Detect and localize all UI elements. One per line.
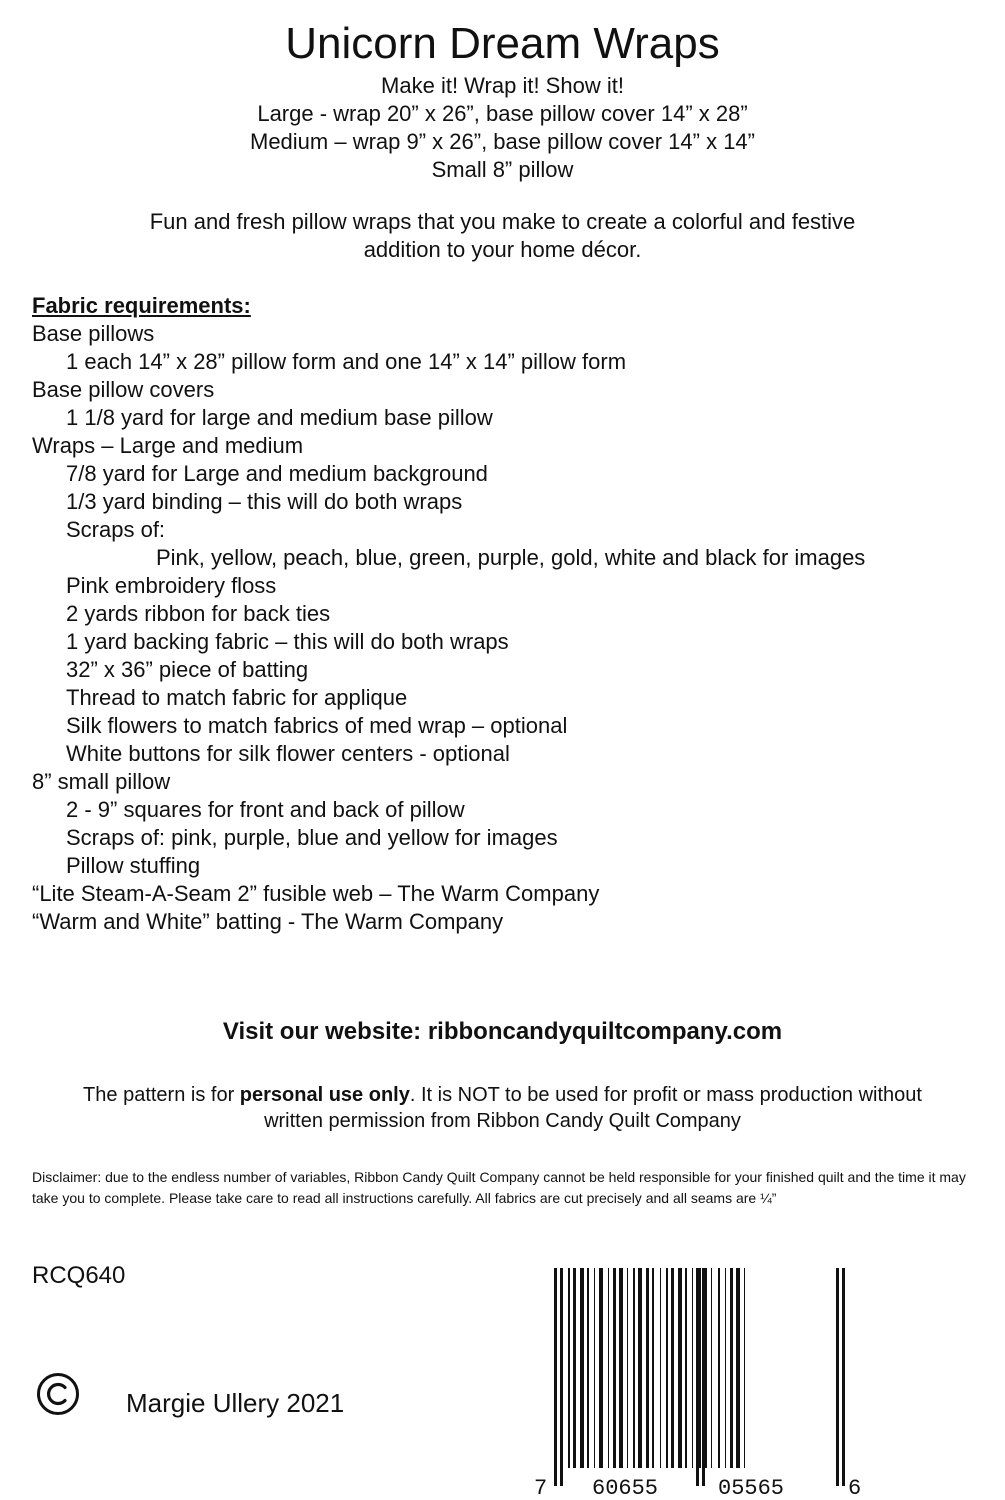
barcode-digits-left: 60655 — [592, 1476, 659, 1500]
usage-prefix: The pattern is for — [83, 1084, 240, 1106]
list-item: Base pillows — [32, 321, 155, 346]
disclaimer: Disclaimer: due to the endless number of variables, Ribbon Candy Quilt Company cannot be held responsible for your finished quilt and the time it may take you to complete. Please take care to read all instructions carefully. All fabrics are cut precisely and all seams are ¼” — [32, 1169, 966, 1206]
barcode-bar — [660, 1268, 661, 1468]
barcode-bar — [646, 1268, 649, 1468]
author-copyright: Margie Ullery 2021 — [126, 1388, 345, 1418]
list-item: White buttons for silk flower centers - optional — [66, 741, 510, 766]
barcode-bar — [619, 1268, 623, 1468]
list-item: 1 1/8 yard for large and medium base pillow — [66, 405, 493, 430]
list-item: “Lite Steam-A-Seam 2” fusible web – The Warm Company — [32, 881, 600, 906]
barcode-guard-bar — [560, 1268, 563, 1486]
barcode-digits-right: 05565 — [718, 1476, 785, 1500]
requirements-heading: Fabric requirements: — [32, 293, 251, 318]
barcode-bars — [554, 1268, 845, 1486]
list-item: 2 - 9” squares for front and back of pillow — [66, 797, 465, 822]
copyright-icon — [36, 1372, 80, 1416]
list-item: Silk flowers to match fabrics of med wrap – optional — [66, 713, 568, 738]
barcode-bar — [587, 1268, 589, 1468]
usage-bold: personal use only — [239, 1084, 410, 1106]
barcode-bar — [692, 1268, 693, 1468]
list-item: 1 yard backing fabric – this will do both wraps — [66, 629, 509, 654]
list-item: Scraps of: — [66, 517, 166, 542]
barcode-bar — [730, 1268, 733, 1468]
list-item: Thread to match fabric for applique — [66, 685, 408, 710]
size-medium: Medium – wrap 9” x 26”, base pillow cover 14” x 14” — [250, 129, 755, 154]
size-small: Small 8” pillow — [431, 157, 574, 182]
list-item: 1/3 yard binding – this will do both wraps — [66, 489, 463, 514]
barcode — [530, 1262, 870, 1500]
list-item: Scraps of: pink, purple, blue and yellow for images — [66, 825, 558, 850]
barcode-bar — [666, 1268, 668, 1468]
barcode-bar — [594, 1268, 595, 1468]
list-item: 1 each 14” x 28” pillow form and one 14” x 14” pillow form — [66, 349, 627, 374]
list-item: Wraps – Large and medium — [32, 433, 304, 458]
barcode-bar — [613, 1268, 616, 1468]
barcode-digit-last: 6 — [848, 1476, 862, 1500]
barcode-bar — [599, 1268, 603, 1468]
barcode-guard-bar — [836, 1268, 839, 1486]
list-item: 2 yards ribbon for back ties — [66, 601, 331, 626]
list-item: 32” x 36” piece of batting — [66, 657, 309, 682]
barcode-bar — [580, 1268, 584, 1468]
list-item: Pink embroidery floss — [66, 573, 277, 598]
barcode-bar — [678, 1268, 682, 1468]
page-title: Unicorn Dream Wraps — [285, 19, 720, 68]
list-item: “Warm and White” batting - The Warm Company — [32, 909, 504, 934]
website-text: Visit our website: ribboncandyquiltcompany.com — [222, 1018, 783, 1045]
barcode-bar — [627, 1268, 628, 1468]
barcode-guard-bar — [554, 1268, 557, 1486]
tagline: Make it! Wrap it! Show it! — [381, 73, 624, 98]
product-code: RCQ640 — [32, 1262, 126, 1289]
list-item: Pillow stuffing — [66, 853, 201, 878]
usage-line-2: written permission from Ribbon Candy Quilt Company — [264, 1110, 741, 1132]
barcode-bar — [744, 1268, 745, 1468]
barcode-guard-bar — [696, 1268, 699, 1486]
barcode-bar — [608, 1268, 609, 1468]
list-item: 7/8 yard for Large and medium background — [66, 461, 488, 486]
barcode-digit-first: 7 — [534, 1476, 548, 1500]
barcode-bar — [725, 1268, 726, 1468]
usage-suffix: . It is NOT to be used for profit or mass production without — [409, 1084, 922, 1106]
usage-notice — [0, 1082, 1005, 1134]
size-large: Large - wrap 20” x 26”, base pillow cover 14” x 28” — [257, 101, 748, 126]
intro-line-2: addition to your home décor. — [363, 237, 642, 262]
list-item: Base pillow covers — [32, 377, 215, 402]
barcode-guard-bar — [702, 1268, 705, 1486]
barcode-bar — [685, 1268, 687, 1468]
intro-line-1: Fun and fresh pillow wraps that you make to create a colorful and festive — [149, 209, 856, 234]
barcode-bar — [638, 1268, 642, 1468]
barcode-guard-bar — [842, 1268, 845, 1486]
barcode-bar — [573, 1268, 576, 1468]
barcode-bar — [633, 1268, 635, 1468]
list-item: Pink, yellow, peach, blue, green, purple, gold, white and black for images — [156, 545, 866, 570]
barcode-bar — [568, 1268, 570, 1468]
barcode-bar — [652, 1268, 654, 1468]
barcode-bar — [671, 1268, 674, 1468]
barcode-bar — [736, 1268, 740, 1468]
barcode-bar — [718, 1268, 720, 1468]
list-item: 8” small pillow — [32, 769, 171, 794]
intro-text — [0, 208, 1005, 264]
barcode-bar — [711, 1268, 712, 1468]
barcode-bar — [699, 1268, 701, 1468]
